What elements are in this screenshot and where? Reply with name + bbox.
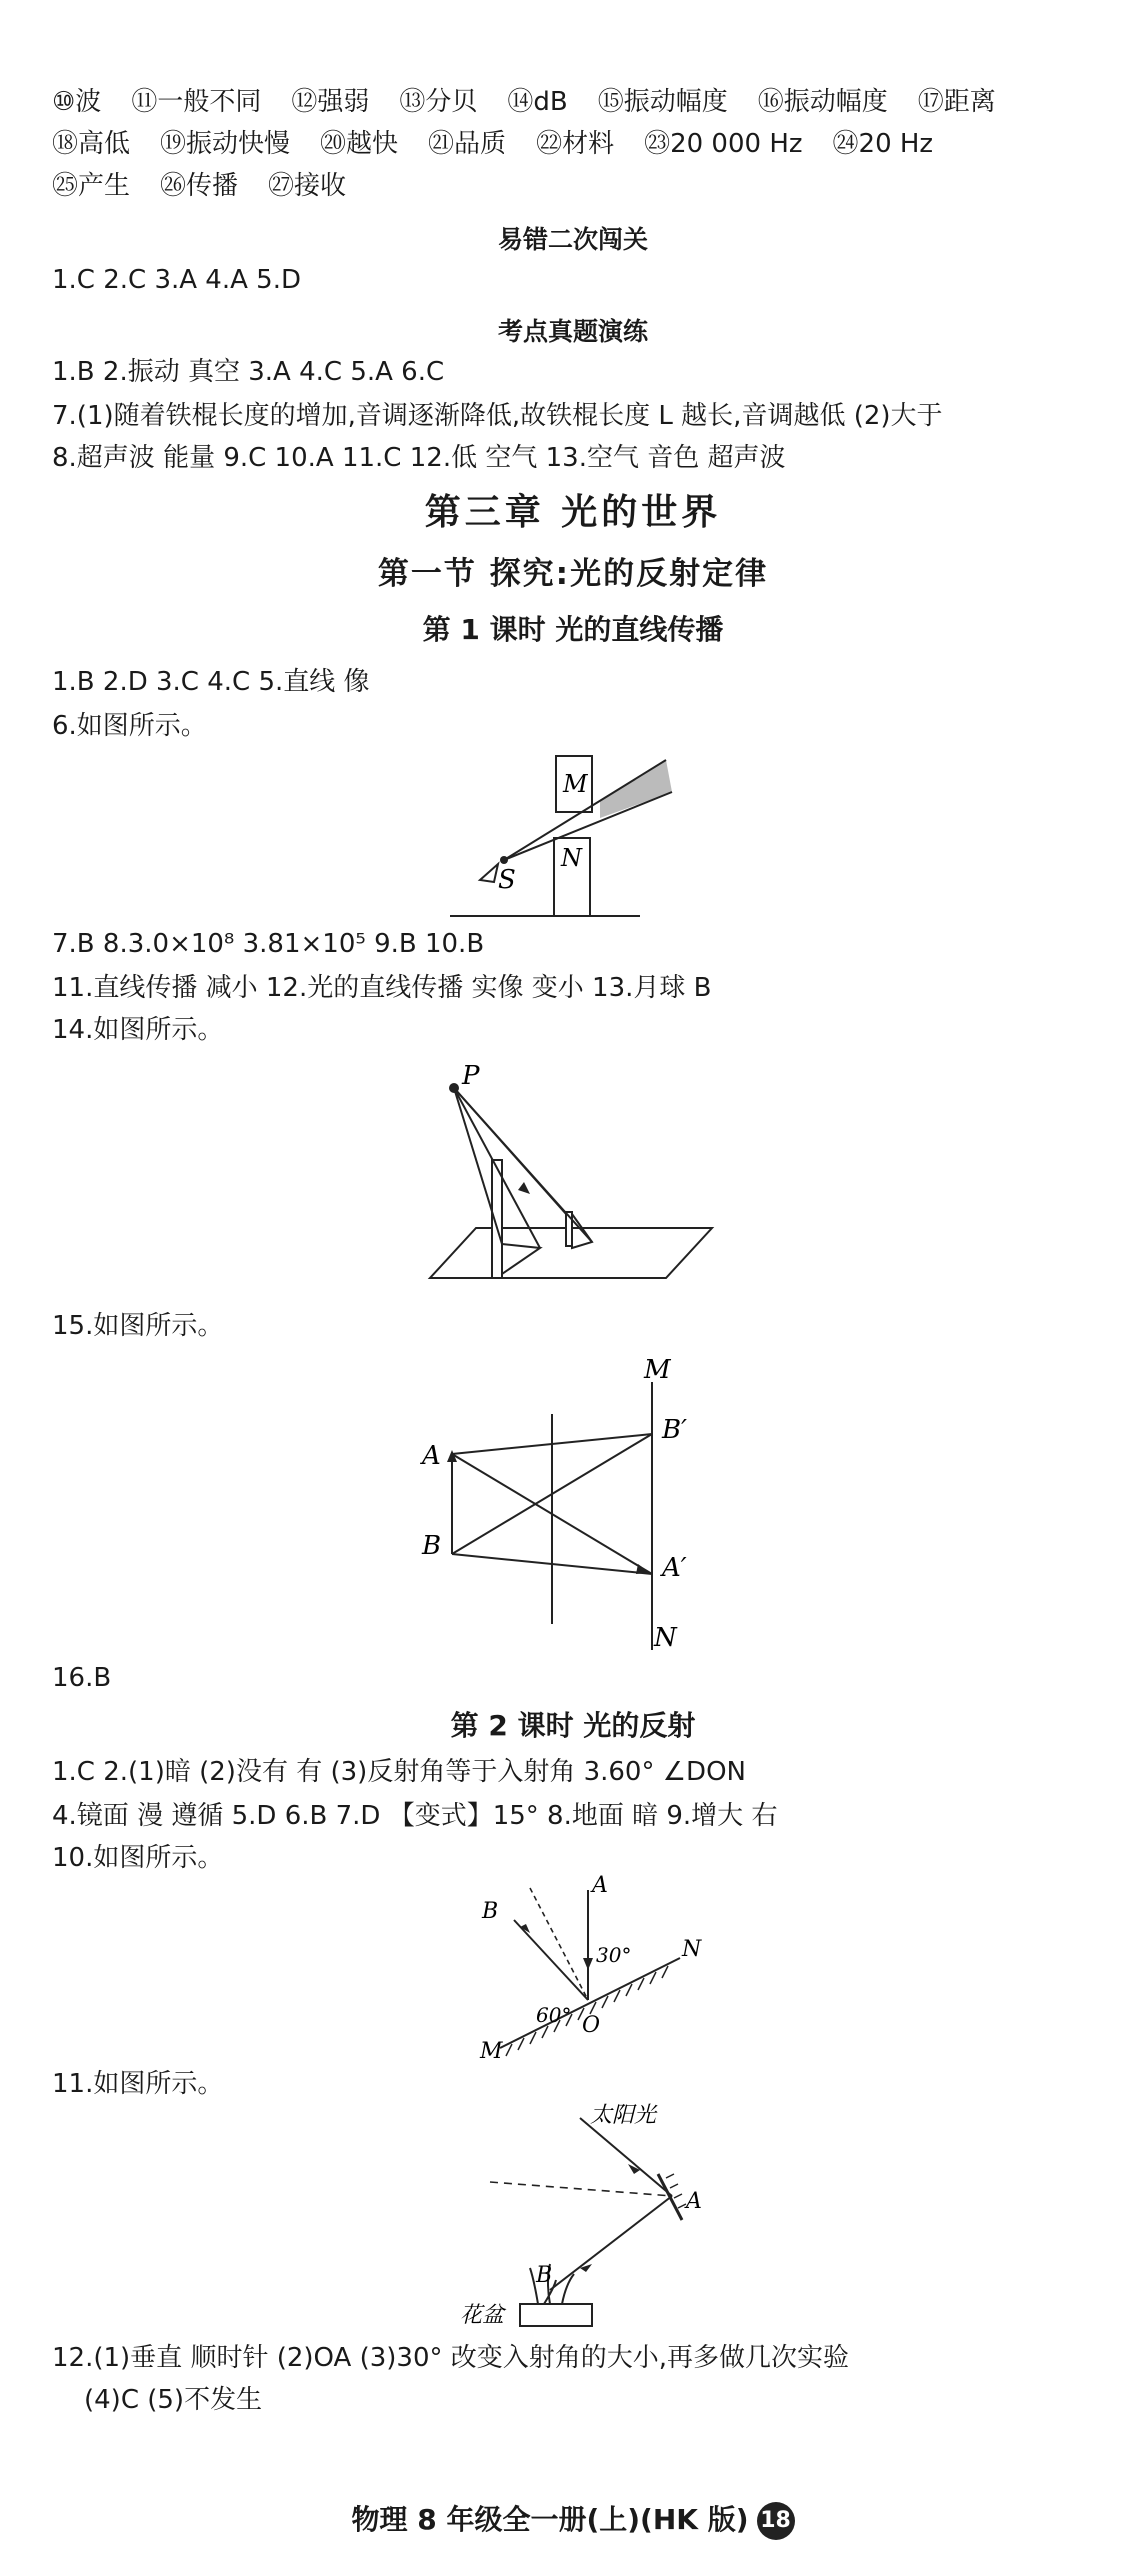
answer-item: ⑫强弱 xyxy=(291,87,370,117)
label-b: B xyxy=(422,1531,442,1561)
answer-item: ⑰距离 xyxy=(917,87,996,117)
shadow-region xyxy=(600,760,672,818)
errors-answers: 1.C 2.C 3.A 4.A 5.D xyxy=(52,265,301,295)
answer-item: ⑱高低 xyxy=(52,129,131,159)
section-heading-errors: 易错二次闯关 xyxy=(497,225,648,254)
chapter-title: 第三章 光的世界 xyxy=(424,492,722,533)
answer-item: ㉑品质 xyxy=(428,129,507,159)
exam-line-3: 8.超声波 能量 9.C 10.A 11.C 12.低 空气 13.空气 音色 超声波 xyxy=(52,443,786,473)
page-footer xyxy=(0,2498,1146,2540)
answer-item: ⑬分贝 xyxy=(399,87,478,117)
lesson-1-title: 第 1 课时 光的直线传播 xyxy=(422,613,724,646)
answer-row-1 xyxy=(52,82,996,122)
lesson2-line-3: 10.如图所示。 xyxy=(52,1843,224,1873)
answer-item: ⑲振动快慢 xyxy=(160,129,291,159)
label-n: N xyxy=(682,1937,702,1962)
arrow-head xyxy=(518,1182,530,1194)
label-n: N xyxy=(561,844,582,872)
lesson1-line-2: 6.如图所示。 xyxy=(52,711,207,741)
angle-60: 60° xyxy=(536,2003,572,2027)
answer-row-2 xyxy=(52,124,933,164)
ray-2 xyxy=(454,1088,566,1214)
reflected-ray xyxy=(550,2196,672,2290)
label-a: A xyxy=(686,2189,702,2214)
exam-line-1: 1.B 2.振动 真空 3.A 4.C 5.A 6.C xyxy=(52,357,445,387)
sunlight-ray xyxy=(580,2118,672,2196)
arrow-a2 xyxy=(636,1564,650,1574)
eye-icon xyxy=(480,864,498,882)
answer-item: ㉓20 000 Hz xyxy=(644,129,803,159)
answer-item: ⑳越快 xyxy=(320,129,399,159)
answer-row-3 xyxy=(52,166,346,206)
lesson2-line-6: (4)C (5)不发生 xyxy=(84,2385,263,2415)
footer-text: 物理 8 年级全一册(上)(HK 版) xyxy=(351,2503,749,2536)
label-pot: 花盆 xyxy=(460,2303,505,2328)
label-n: N xyxy=(654,1623,677,1653)
section-heading-exam: 考点真题演练 xyxy=(497,317,648,346)
label-p: P xyxy=(462,1061,480,1091)
lesson1-line-7: 16.B xyxy=(52,1663,112,1693)
label-a: A xyxy=(592,1873,608,1898)
lesson2-line-4: 11.如图所示。 xyxy=(52,2069,224,2099)
label-b: B xyxy=(536,2263,553,2288)
arrow-sun xyxy=(628,2164,640,2174)
lesson1-line-4: 11.直线传播 减小 12.光的直线传播 实像 变小 13.月球 B xyxy=(52,973,712,1003)
mirror-hatch xyxy=(666,2174,686,2208)
label-s: S xyxy=(498,865,516,895)
figure-6-diagram xyxy=(440,742,700,922)
lesson-2-title: 第 2 课时 光的反射 xyxy=(450,1709,696,1742)
lesson2-line-1: 1.C 2.(1)暗 (2)没有 有 (3)反射角等于入射角 3.60° ∠DON xyxy=(52,1757,746,1787)
figure-14-diagram xyxy=(420,1061,740,1284)
label-o: O xyxy=(582,2013,601,2038)
angle-30: 30° xyxy=(596,1943,632,1967)
answer-item: ㉔20 Hz xyxy=(832,129,934,159)
label-m: M xyxy=(480,2039,503,2064)
lesson2-line-5: 12.(1)垂直 顺时针 (2)OA (3)30° 改变入射角的大小,再多做几次实验 xyxy=(52,2343,850,2373)
answer-item: ㉒材料 xyxy=(536,129,615,159)
answer-item: ⑭dB xyxy=(507,87,568,117)
arrow-a xyxy=(583,1958,593,1970)
label-a: A xyxy=(422,1441,441,1471)
answer-item: ㉖传播 xyxy=(160,171,239,201)
flower-pot xyxy=(520,2304,592,2326)
label-sunlight: 太阳光 xyxy=(590,2103,657,2128)
normal-line xyxy=(530,1888,588,2000)
label-a-prime: A′ xyxy=(662,1553,687,1583)
answer-item: ⑯振动幅度 xyxy=(757,87,888,117)
point-p xyxy=(449,1083,459,1093)
lesson1-line-6: 15.如图所示。 xyxy=(52,1311,224,1341)
mirror xyxy=(658,2174,682,2220)
exam-line-2: 7.(1)随着铁棍长度的增加,音调逐渐降低,故铁棍长度 L 越长,音调越低 (2)大于 xyxy=(52,401,943,431)
answer-item: ㉗接收 xyxy=(268,171,347,201)
answer-item: ㉕产生 xyxy=(52,171,131,201)
lesson2-line-2: 4.镜面 漫 遵循 5.D 6.B 7.D 【变式】15° 8.地面 暗 9.增大 右 xyxy=(52,1801,778,1831)
lesson1-line-5: 14.如图所示。 xyxy=(52,1015,224,1045)
reflected-ray-b xyxy=(514,1920,588,2000)
figure-11-diagram xyxy=(450,2104,740,2334)
lesson1-line-3: 7.B 8.3.0×10⁸ 3.81×10⁵ 9.B 10.B xyxy=(52,929,485,959)
figure-10-diagram xyxy=(460,1873,720,2064)
figure-15-diagram xyxy=(412,1354,712,1654)
lesson1-line-1: 1.B 2.D 3.C 4.C 5.直线 像 xyxy=(52,667,370,697)
point-s xyxy=(500,856,508,864)
page-number: 18 xyxy=(757,2502,795,2540)
label-b-prime: B′ xyxy=(662,1415,688,1445)
label-b: B xyxy=(482,1899,499,1924)
answer-item: ⑮振动幅度 xyxy=(597,87,728,117)
answer-item: ⑩波 xyxy=(52,87,102,117)
answer-item: ⑪一般不同 xyxy=(131,87,262,117)
label-m: M xyxy=(563,770,588,798)
normal-line xyxy=(490,2182,672,2196)
section-title: 第一节 探究:光的反射定律 xyxy=(377,556,769,592)
label-m: M xyxy=(644,1355,671,1385)
